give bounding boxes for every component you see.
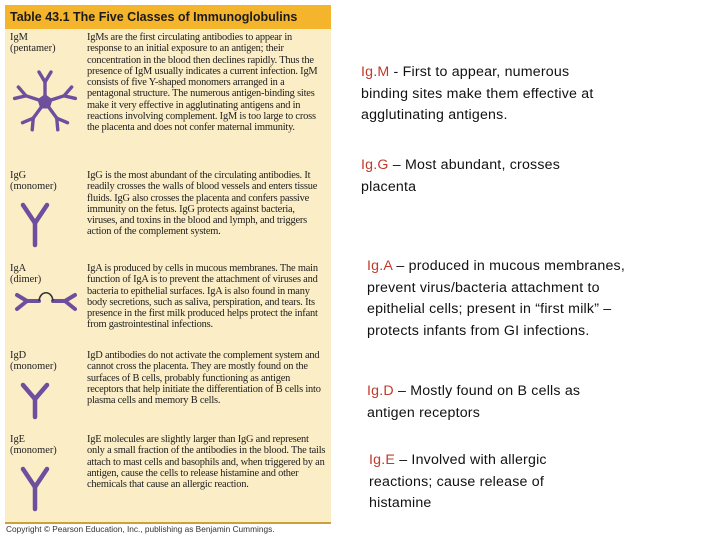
- note-igd-abbr: Ig.D: [367, 383, 394, 399]
- note-igd: [367, 381, 599, 424]
- class-name-igm: IgM (pentamer): [10, 32, 56, 55]
- note-iga-abbr: Ig.A: [367, 258, 393, 274]
- igg-monomer-diagram: [17, 201, 53, 249]
- iga-dimer-diagram: [13, 287, 79, 317]
- class-name-igg: IgG (monomer): [10, 170, 57, 193]
- igd-monomer-diagram: [17, 381, 53, 421]
- class-name-igd: IgD (monomer): [10, 350, 57, 373]
- note-igg: [361, 155, 601, 198]
- table-body: [5, 29, 331, 524]
- note-igd-text: – Mostly found on B cells as antigen receptors: [367, 383, 581, 421]
- copyright-text: Copyright © Pearson Education, Inc., publishing as Benjamin Cummings.: [6, 524, 275, 534]
- note-igm-abbr: Ig.M: [361, 64, 390, 80]
- note-iga-text: – produced in mucous membranes, prevent virus/bacteria attachment to epithelial cells; present in “first milk” – protects infants from GI infections.: [367, 258, 625, 339]
- class-description-iga: IgA is produced by cells in mucous membranes. The main function of IgA is to prevent the attachment of viruses and bacteria to epithelial surfaces. IgA is also found in many body secretions, such as saliva, perspiration, and tears. Its presence in the first milk produced helps protect the infant from gastrointestinal infections.: [87, 263, 318, 331]
- table-header: [5, 5, 331, 29]
- note-igm: [361, 62, 601, 127]
- note-igm-text: - First to appear, numerous binding sites make them effective at agglutinating antigens.: [361, 64, 594, 124]
- note-ige: [369, 450, 594, 515]
- note-iga: [367, 256, 659, 342]
- note-ige-abbr: Ig.E: [369, 452, 396, 468]
- class-description-igd: IgD antibodies do not activate the complement system and cannot cross the placenta. They are mostly found on the surfaces of B cells, probably functioning as antigen receptors that help initiate the differentiation of B cells into plasma cells and memory B cells.: [87, 350, 321, 407]
- note-ige-text: – Involved with allergic reactions; cause release of histamine: [369, 452, 547, 512]
- class-name-ige: IgE (monomer): [10, 434, 57, 457]
- ige-monomer-diagram: [17, 465, 53, 513]
- immunoglobulin-table: [5, 5, 331, 522]
- class-description-ige: IgE molecules are slightly larger than IgG and represent only a small fraction of the antibodies in the blood. The tails attach to mast cells and basophils and, when triggered by an antigen, cause the cells to release histamine and other chemicals that cause an allergic reaction.: [87, 434, 326, 491]
- note-igg-text: – Most abundant, crosses placenta: [361, 157, 561, 195]
- note-igg-abbr: Ig.G: [361, 157, 389, 173]
- class-description-igm: IgMs are the first circulating antibodies to appear in response to an initial exposure to an antigen; their concentration in the blood then declines rapidly. Thus the presence of IgM usually indicates a current infection. IgM consists of five Y-shaped monomers arranged in a pentagonal structure. The numerous antigen-binding sites make it very effective in agglutinating antigens and in reactions involving complement. IgM is too large to cross the placenta and does not confer maternal immunity.: [87, 32, 318, 134]
- igm-pentamer-diagram: [10, 63, 80, 141]
- class-description-igg: IgG is the most abundant of the circulating antibodies. It readily crosses the walls of blood vessels and enters tissue fluids. IgG also crosses the placenta and confers passive immunity on the fetus. IgG protects against bacteria, viruses, and toxins in the blood and lymph, and triggers action of the complement system.: [87, 170, 318, 238]
- class-name-iga: IgA (dimer): [10, 263, 42, 286]
- table-title: Table 43.1 The Five Classes of Immunoglobulins: [10, 10, 298, 24]
